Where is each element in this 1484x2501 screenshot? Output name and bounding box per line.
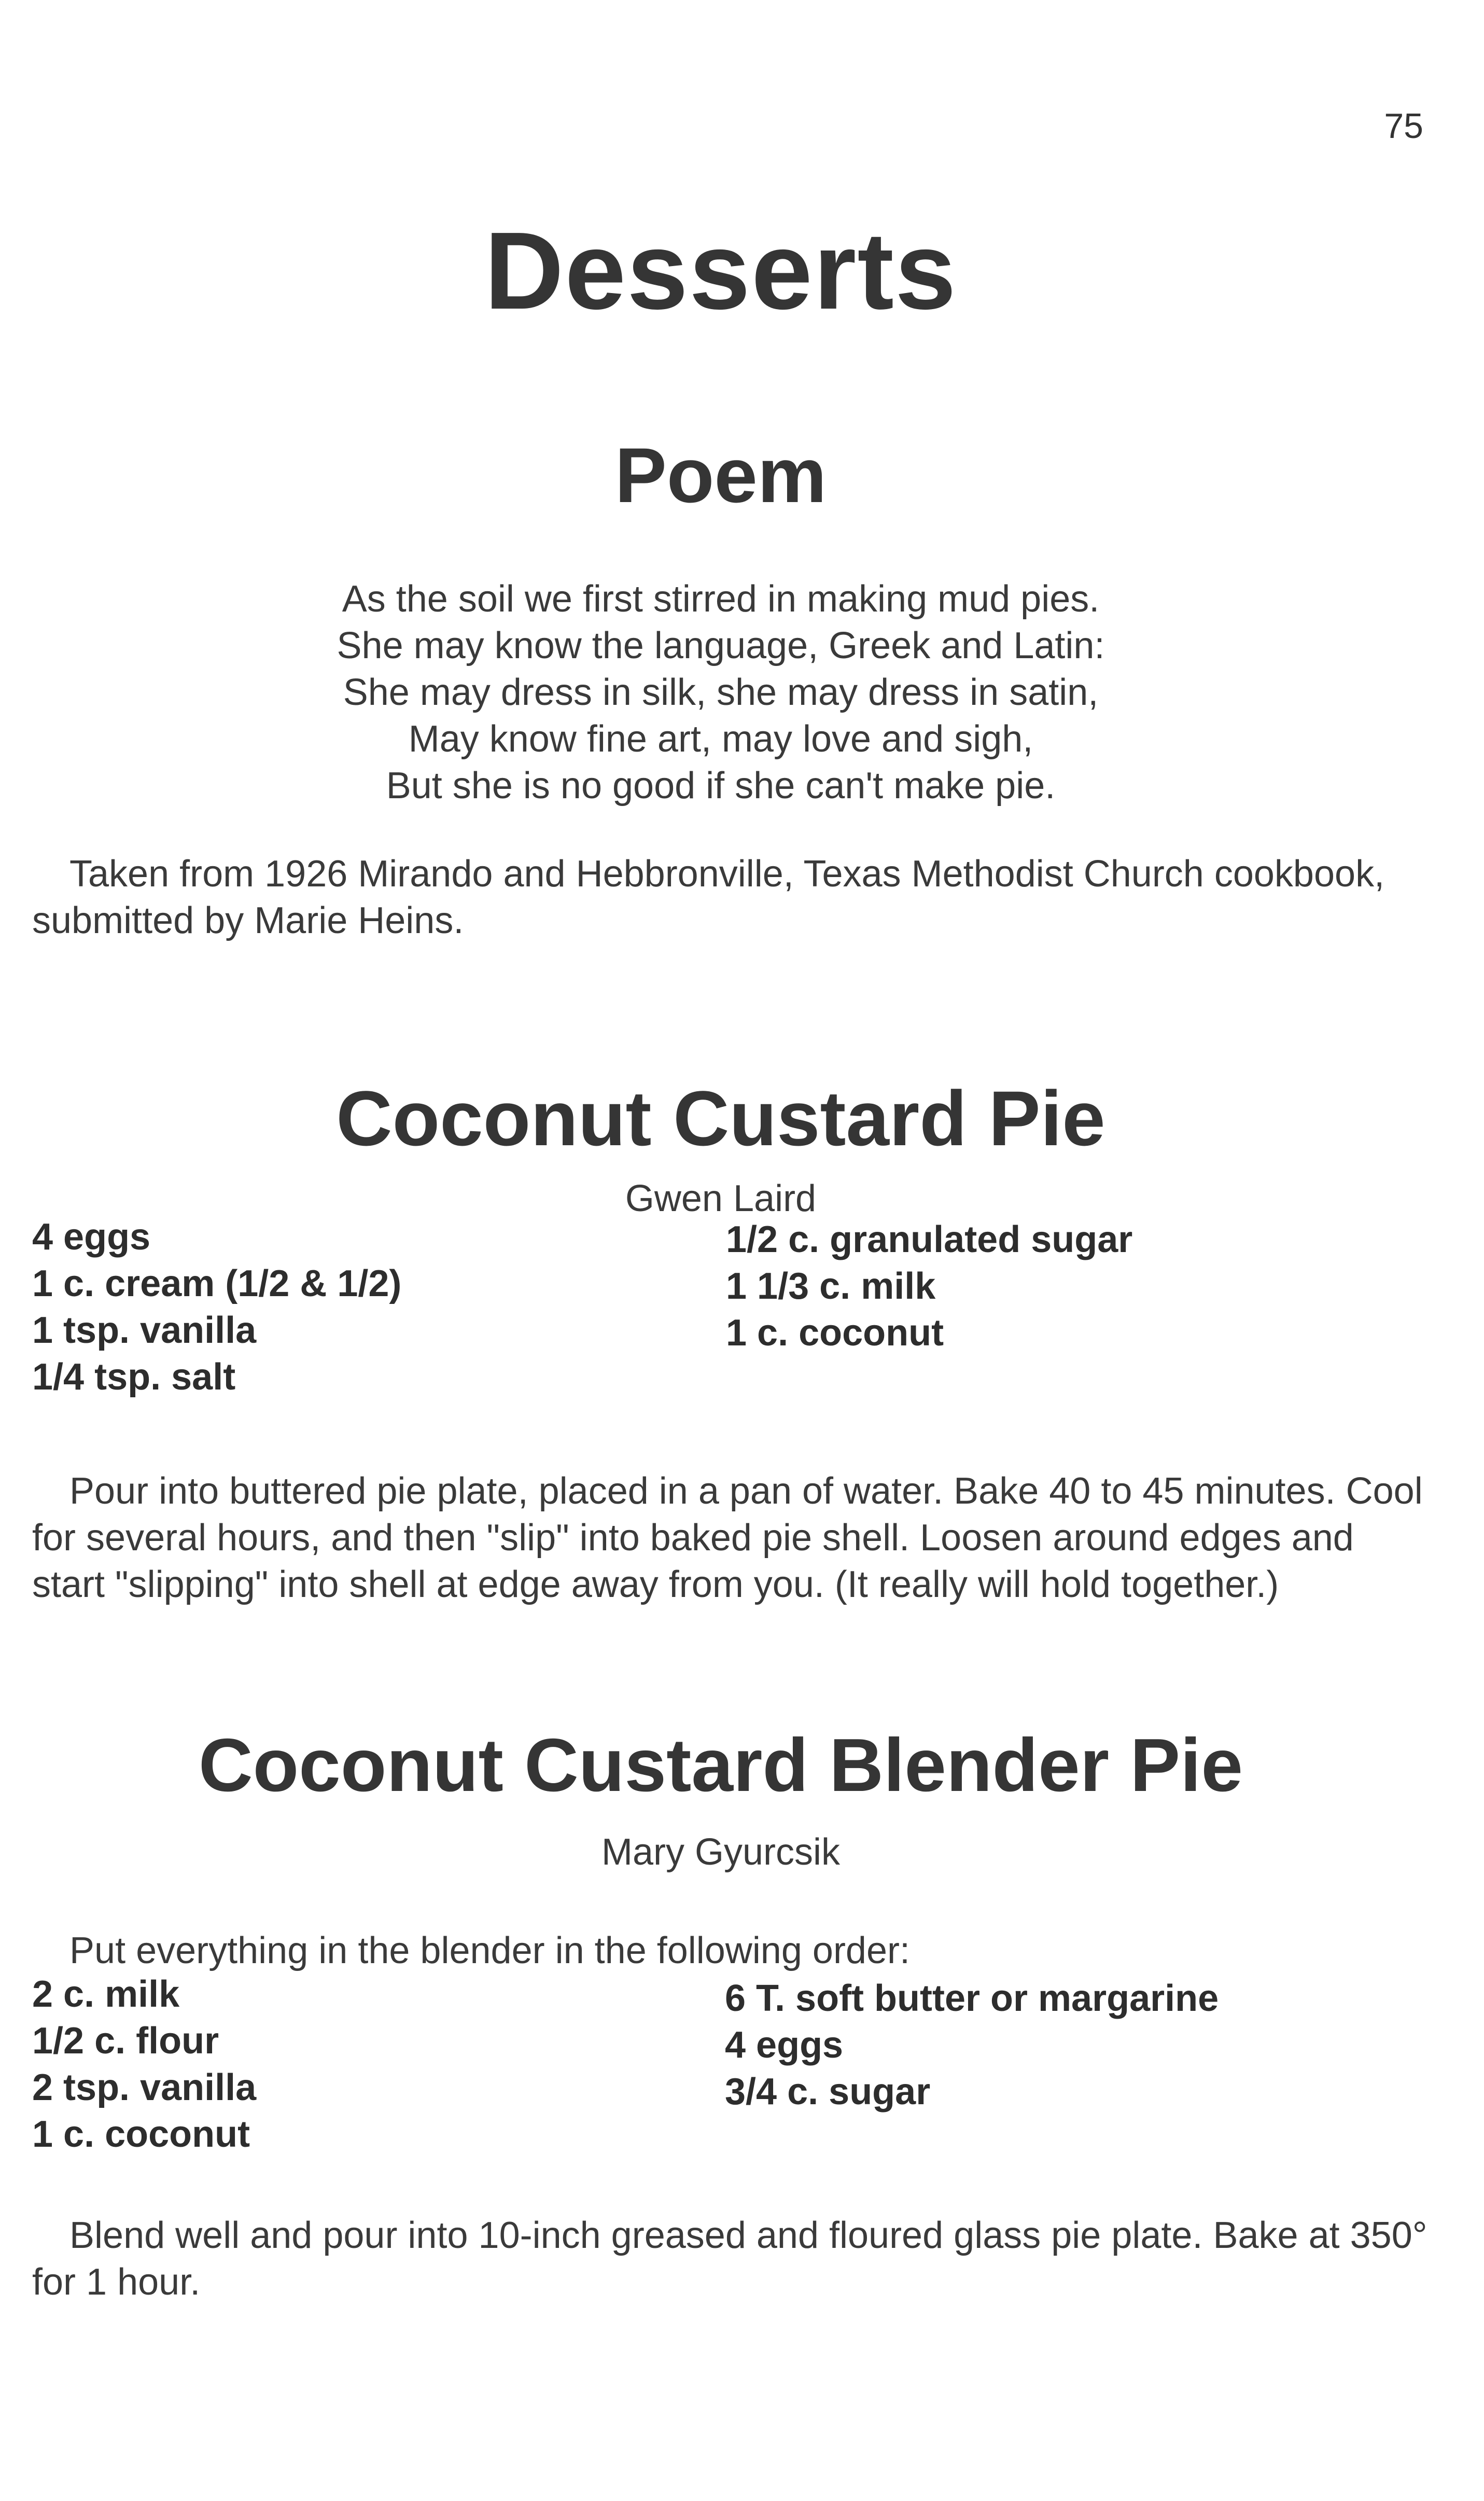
ingredient-item: 2 c. milk xyxy=(32,1974,180,2015)
recipe-title: Coconut Custard Blender Pie xyxy=(198,1723,1243,1807)
ingredient-item: 4 eggs xyxy=(725,2024,844,2066)
ingredient-item: 1 tsp. vanilla xyxy=(32,1310,257,1351)
poem-line: But she is no good if she can't make pie. xyxy=(386,765,1056,807)
recipe-title: Coconut Custard Pie xyxy=(336,1075,1105,1162)
poem-source-note: Taken from 1926 Mirando and Hebbronville, Texas Methodist Church cookbook, submitted by Marie Heins. xyxy=(32,853,1385,941)
ingredient-item: 1 1/3 c. milk xyxy=(726,1266,936,1307)
recipe-directions: Pour into buttered pie plate, placed in a pan of water. Bake 40 to 45 minutes. Cool for several hours, and then "slip" into baked pie shell. Loosen around edges and start "slipping" into shell at edge away from you. (It really will hold together.) xyxy=(32,1470,1423,1605)
ingredient-item: 2 tsp. vanilla xyxy=(32,2067,257,2108)
ingredients-left-column xyxy=(32,1971,256,2158)
ingredient-item: 3/4 c. sugar xyxy=(725,2071,931,2113)
poem-line: She may know the language, Greek and Latin: xyxy=(337,625,1105,666)
section-title: Desserts xyxy=(484,209,957,332)
ingredient-item: 1/2 c. granulated sugar xyxy=(726,1219,1133,1260)
poem-line: She may dress in silk, she may dress in satin, xyxy=(343,672,1099,713)
ingredient-item: 1/2 c. flour xyxy=(32,2020,219,2062)
ingredient-item: 1 c. coconut xyxy=(726,1312,944,1354)
poem-text xyxy=(0,576,1441,809)
page-number: 75 xyxy=(1384,106,1423,146)
recipe-author: Gwen Laird xyxy=(625,1178,817,1219)
recipe-intro: Put everything in the blender in the following order: xyxy=(69,1930,910,1971)
ingredient-item: 4 eggs xyxy=(32,1216,151,1258)
ingredient-item: 1/4 tsp. salt xyxy=(32,1356,236,1398)
ingredients-left-column xyxy=(32,1214,401,1400)
ingredients-right-column xyxy=(725,1975,1219,2115)
ingredient-item: 6 T. soft butter or margarine xyxy=(725,1978,1219,2019)
poem-line: As the soil we first stirred in making mud pies. xyxy=(342,578,1100,620)
ingredients-right-column xyxy=(726,1216,1132,1356)
recipe-directions: Blend well and pour into 10-inch greased and floured glass pie plate. Bake at 350° for 1 hour. xyxy=(32,2215,1427,2303)
poem-title: Poem xyxy=(614,432,827,519)
poem-line: May know fine art, may love and sigh, xyxy=(408,718,1033,760)
ingredient-item: 1 c. cream (1/2 & 1/2) xyxy=(32,1263,402,1304)
ingredient-item: 1 c. coconut xyxy=(32,2114,250,2155)
recipe-author: Mary Gyurcsik xyxy=(601,1831,841,1873)
